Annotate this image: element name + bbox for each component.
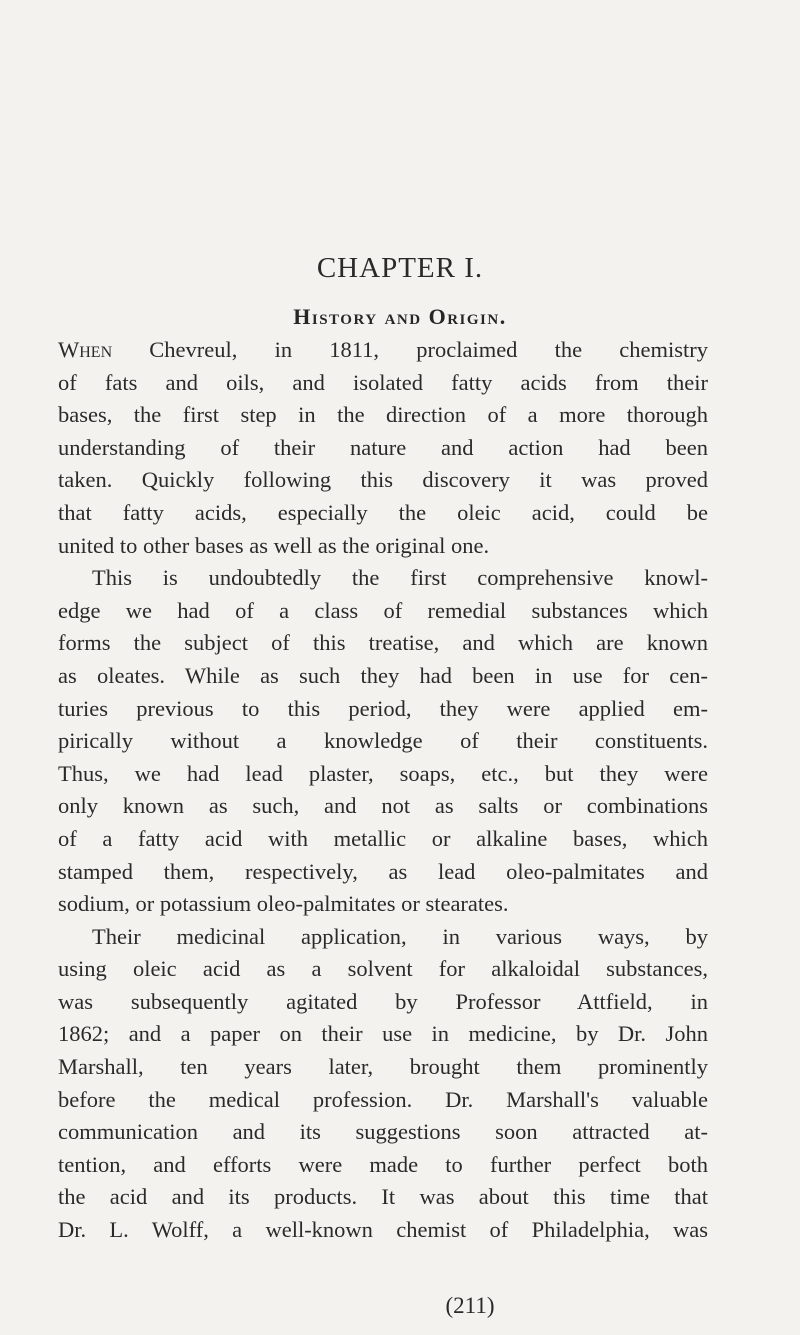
text-line: of a fatty acid with metallic or alkaline bases, which (58, 825, 708, 851)
text-line: using oleic acid as a solvent for alkaloidal substances, (58, 956, 708, 982)
text-line: Dr. L. Wolff, a well-known chemist of Philadelphia, was (58, 1217, 708, 1243)
text-line: Thus, we had lead plaster, soaps, etc., but they were (58, 760, 708, 786)
page-number: (211) (445, 1293, 495, 1318)
text-line: 1862; and a paper on their use in medicine, by Dr. John (58, 1021, 708, 1047)
text-line: as oleates. While as such they had been in use for cen- (58, 662, 708, 688)
text-line: united to other bases as well as the original one. (58, 532, 490, 558)
text-line: taken. Quickly following this discovery it was proved (58, 467, 708, 493)
text-line: before the medical profession. Dr. Marshall's valuable (58, 1086, 708, 1112)
text-line: turies previous to this period, they were applied em- (58, 695, 708, 721)
text-line: This is undoubtedly the first comprehensive knowl- (92, 565, 708, 591)
text-line: Their medicinal application, in various ways, by (92, 923, 708, 949)
text-line: the acid and its products. It was about this time that (58, 1184, 708, 1210)
text-line: Marshall, ten years later, brought them prominently (58, 1054, 708, 1080)
text-line: that fatty acids, especially the oleic acid, could be (58, 499, 708, 525)
text-line: of fats and oils, and isolated fatty acids from their (58, 369, 708, 395)
text-line: only known as such, and not as salts or combinations (58, 793, 708, 819)
text-line: understanding of their nature and action had been (58, 434, 708, 460)
section-title: History and Origin. (293, 304, 507, 329)
text-line: sodium, or potassium oleo-palmitates or stearates. (58, 891, 509, 917)
text-line: stamped them, respectively, as lead oleo-palmitates and (58, 858, 708, 884)
text-line: pirically without a knowledge of their constituents. (58, 728, 708, 754)
body-text (58, 334, 708, 1247)
drop-word: When (58, 337, 113, 362)
text-line: edge we had of a class of remedial substances which (58, 597, 708, 623)
text-line: forms the subject of this treatise, and which are known (58, 630, 708, 656)
text-line: was subsequently agitated by Professor Attfield, in (58, 988, 708, 1014)
text-line: tention, and efforts were made to further perfect both (58, 1151, 708, 1177)
text-line-content: Chevreul, in 1811, proclaimed the chemistry (112, 337, 708, 362)
chapter-title: CHAPTER I. (316, 252, 484, 284)
text-line (58, 334, 708, 367)
text-line: communication and its suggestions soon attracted at- (58, 1119, 708, 1145)
text-line: bases, the first step in the direction of a more thorough (58, 402, 708, 428)
